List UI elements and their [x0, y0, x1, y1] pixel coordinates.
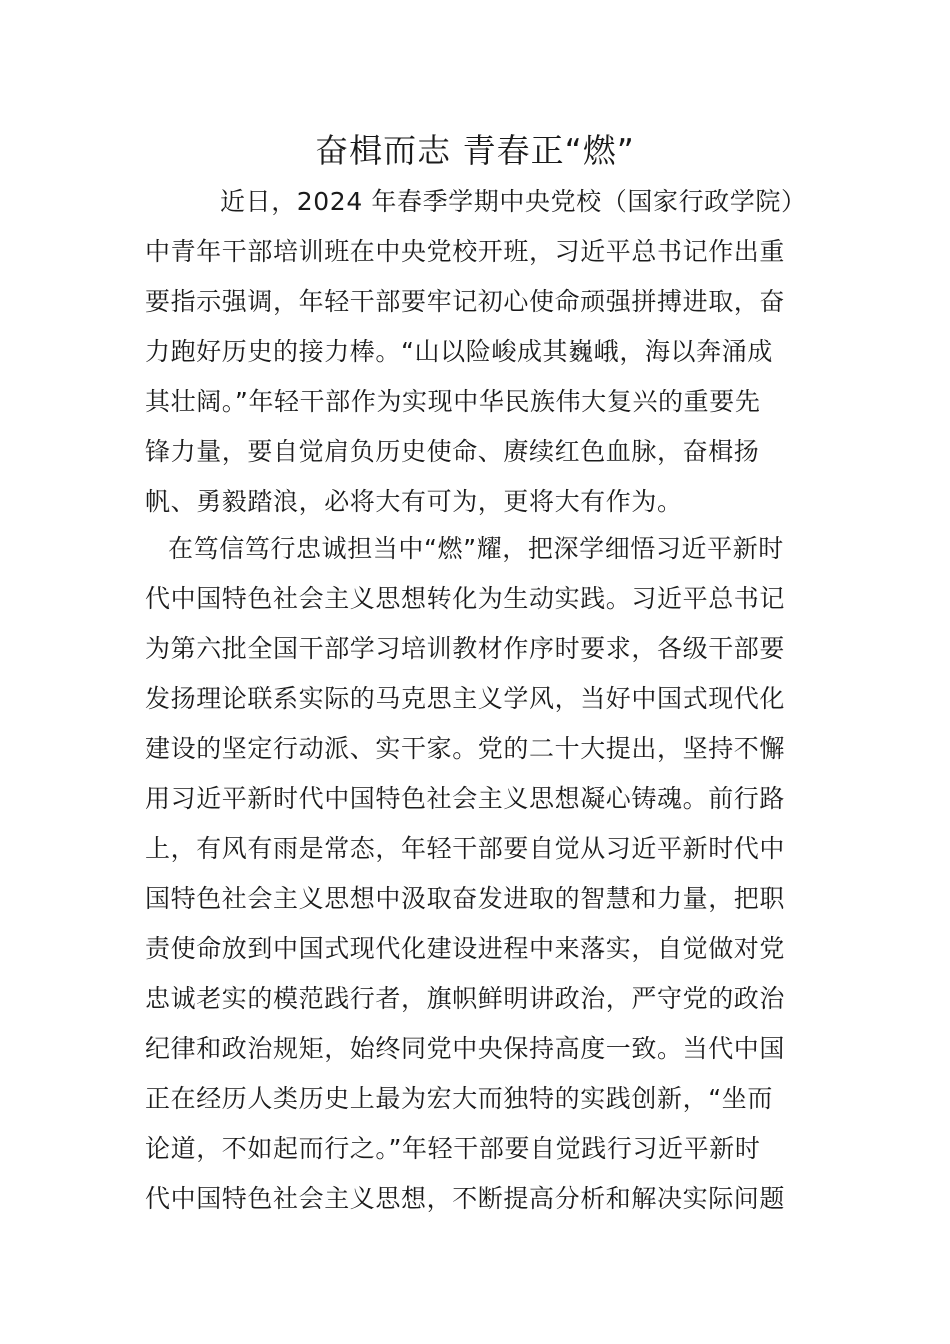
- paragraph-2-line: 发扬理论联系实际的马克思主义学风，当好中国式现代化: [145, 684, 786, 713]
- paragraph-2-line: 在笃信笃行忠诚担当中“燃”耀，把深学细悟习近平新时: [168, 534, 784, 563]
- paragraph-2-line: 责使命放到中国式现代化建设进程中来落实，自觉做对党: [145, 934, 786, 963]
- paragraph-1-line: 其壮阔。”年轻干部作为实现中华民族伟大复兴的重要先: [145, 387, 761, 416]
- paragraph-2-line: 纪律和政治规矩，始终同党中央保持高度一致。当代中国: [145, 1034, 786, 1063]
- paragraph-2-line: 为第六批全国干部学习培训教材作序时要求，各级干部要: [145, 634, 786, 663]
- paragraph-2-line: 忠诚老实的模范践行者，旗帜鲜明讲政治，严守党的政治: [145, 984, 786, 1013]
- paragraph-1-line: 锋力量，要自觉肩负历史使命、赓续红色血脉，奋楫扬: [145, 437, 760, 466]
- paragraph-2-line: 正在经历人类历史上最为宏大而独特的实践创新，“坐而: [145, 1084, 773, 1113]
- paragraph-1-line: 帆、勇毅踏浪，必将大有可为，更将大有作为。: [145, 487, 683, 516]
- paragraph-2-line: 代中国特色社会主义思想，不断提高分析和解决实际问题: [145, 1184, 786, 1213]
- paragraph-1-line: 中青年干部培训班在中央党校开班，习近平总书记作出重: [145, 237, 786, 266]
- paragraph-2-line: 上，有风有雨是常态，年轻干部要自觉从习近平新时代中: [145, 834, 786, 863]
- paragraph-2-line: 建设的坚定行动派、实干家。党的二十大提出，坚持不懈: [145, 734, 786, 763]
- paragraph-2-line: 代中国特色社会主义思想转化为生动实践。习近平总书记: [145, 584, 786, 613]
- paragraph-1-line: 要指示强调，年轻干部要牢记初心使命顽强拼搏进取，奋: [145, 287, 786, 316]
- document-title: 奋楫而志 青春正“燃”: [315, 131, 635, 170]
- paragraph-2-line: 国特色社会主义思想中汲取奋发进取的智慧和力量，把职: [145, 884, 786, 913]
- paragraph-1-line: 近日，2024 年春季学期中央党校（国家行政学院）: [220, 187, 807, 216]
- paragraph-2-line: 论道，不如起而行之。”年轻干部要自觉践行习近平新时: [145, 1134, 761, 1163]
- paragraph-1-line: 力跑好历史的接力棒。“山以险峻成其巍峨，海以奔涌成: [145, 337, 773, 366]
- paragraph-2-line: 用习近平新时代中国特色社会主义思想凝心铸魂。前行路: [145, 784, 786, 813]
